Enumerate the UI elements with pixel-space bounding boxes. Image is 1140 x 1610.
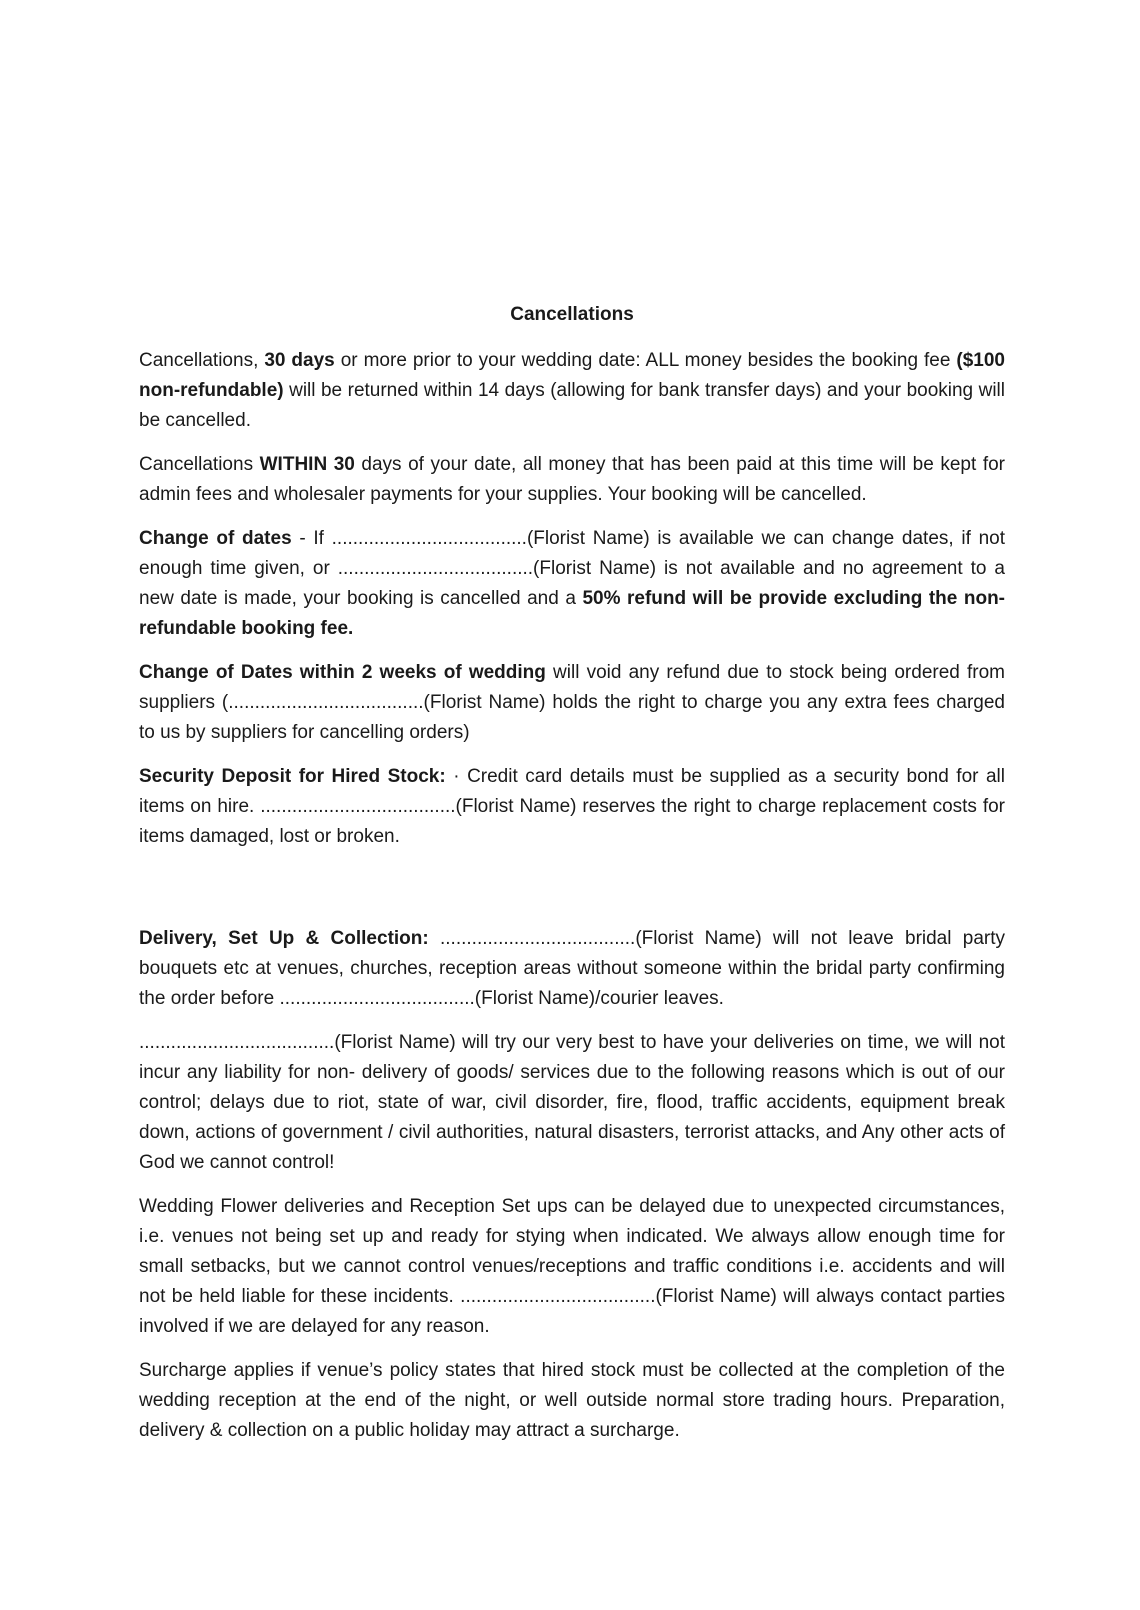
body-text: - If .....................................(Florist Name) is available we can change dates, if not enough time given, or .....................................(Florist Name) is not available and no agreement to a new date is made, your booking is cancelled and a (139, 528, 1005, 609)
body-text: will void any refund due to stock being ordered from suppliers (.....................................(Florist Name) holds the right to charge you any extra fees charged to us by suppliers for cancelling orders) (139, 662, 1006, 743)
bold-text: 50% refund will be provide excluding the non-refundable booking fee. (139, 588, 1006, 639)
body-text: .....................................(Florist Name) will not leave bridal party bouquets etc at venues, churches, reception areas without someone within the bridal party confirming the order before .....................................(Florist Name)/courier leaves. (139, 928, 1005, 1009)
paragraph-change-of-dates (139, 524, 1005, 644)
bold-text: Security Deposit for Hired Stock: (139, 766, 446, 787)
body-text: will be returned within 14 days (allowing for bank transfer days) and your booking will be cancelled. (139, 380, 1005, 431)
body-text: or more prior to your wedding date: ALL money besides the booking fee (334, 350, 957, 371)
body-text: Surcharge applies if venue’s policy states that hired stock must be collected at the completion of the wedding reception at the end of the night, or well outside normal store trading hours. Preparation, delivery & collection on a public holiday may attract a surcharge. (139, 1360, 1005, 1441)
paragraph-delivery-liability (139, 1028, 1005, 1178)
body-text: Wedding Flower deliveries and Reception Set ups can be delayed due to unexpected circumstances, i.e. venues not being set up and ready for stying when indicated. We always allow enough time for small setbacks, but we cannot control venues/receptions and traffic conditions i.e. accidents and will not be held liable for these incidents. .....................................(Florist Name) will always contact parties involved if we are delayed for any reason. (139, 1196, 1005, 1337)
page-title: Cancellations (510, 304, 634, 325)
bold-text: Change of dates (139, 528, 292, 549)
document-body (139, 300, 1005, 1460)
bold-text: Change of Dates within 2 weeks of wedding (139, 662, 546, 683)
body-text: Cancellations, (139, 350, 265, 371)
bold-text: Delivery, Set Up & Collection: (139, 928, 429, 949)
bold-text: ($100 non-refundable) (139, 350, 1005, 401)
paragraph-list (139, 346, 1005, 1446)
paragraph-surcharge (139, 1356, 1005, 1446)
section-spacer (139, 866, 1005, 924)
paragraph-cancellations-30-days (139, 346, 1005, 436)
bold-text: 30 days (264, 350, 335, 371)
paragraph-cancellations-within-30 (139, 450, 1005, 510)
body-text: · Credit card details must be supplied as a security bond for all items on hire. .....................................(Florist Name) reserves the right to charge replacement costs for items damaged, lost or broken. (139, 766, 1005, 847)
paragraph-change-of-dates-2-weeks (139, 658, 1005, 748)
body-text: .....................................(Florist Name) will try our very best to have your deliveries on time, we will not incur any liability for non- delivery of goods/ services due to the following reasons which is out of our control; delays due to riot, state of war, civil disorder, fire, flood, traffic accidents, equipment break down, actions of government / civil authorities, natural disasters, terrorist attacks, and Any other acts of God we cannot control! (139, 1032, 1005, 1173)
body-text: Cancellations (139, 454, 260, 475)
paragraph-security-deposit (139, 762, 1005, 852)
paragraph-delivery-setup-collection (139, 924, 1005, 1014)
paragraph-delivery-delays (139, 1192, 1005, 1342)
bold-text: WITHIN 30 (259, 454, 355, 475)
body-text: days of your date, all money that has been paid at this time will be kept for admin fees and wholesaler payments for your supplies. Your booking will be cancelled. (139, 454, 1005, 505)
